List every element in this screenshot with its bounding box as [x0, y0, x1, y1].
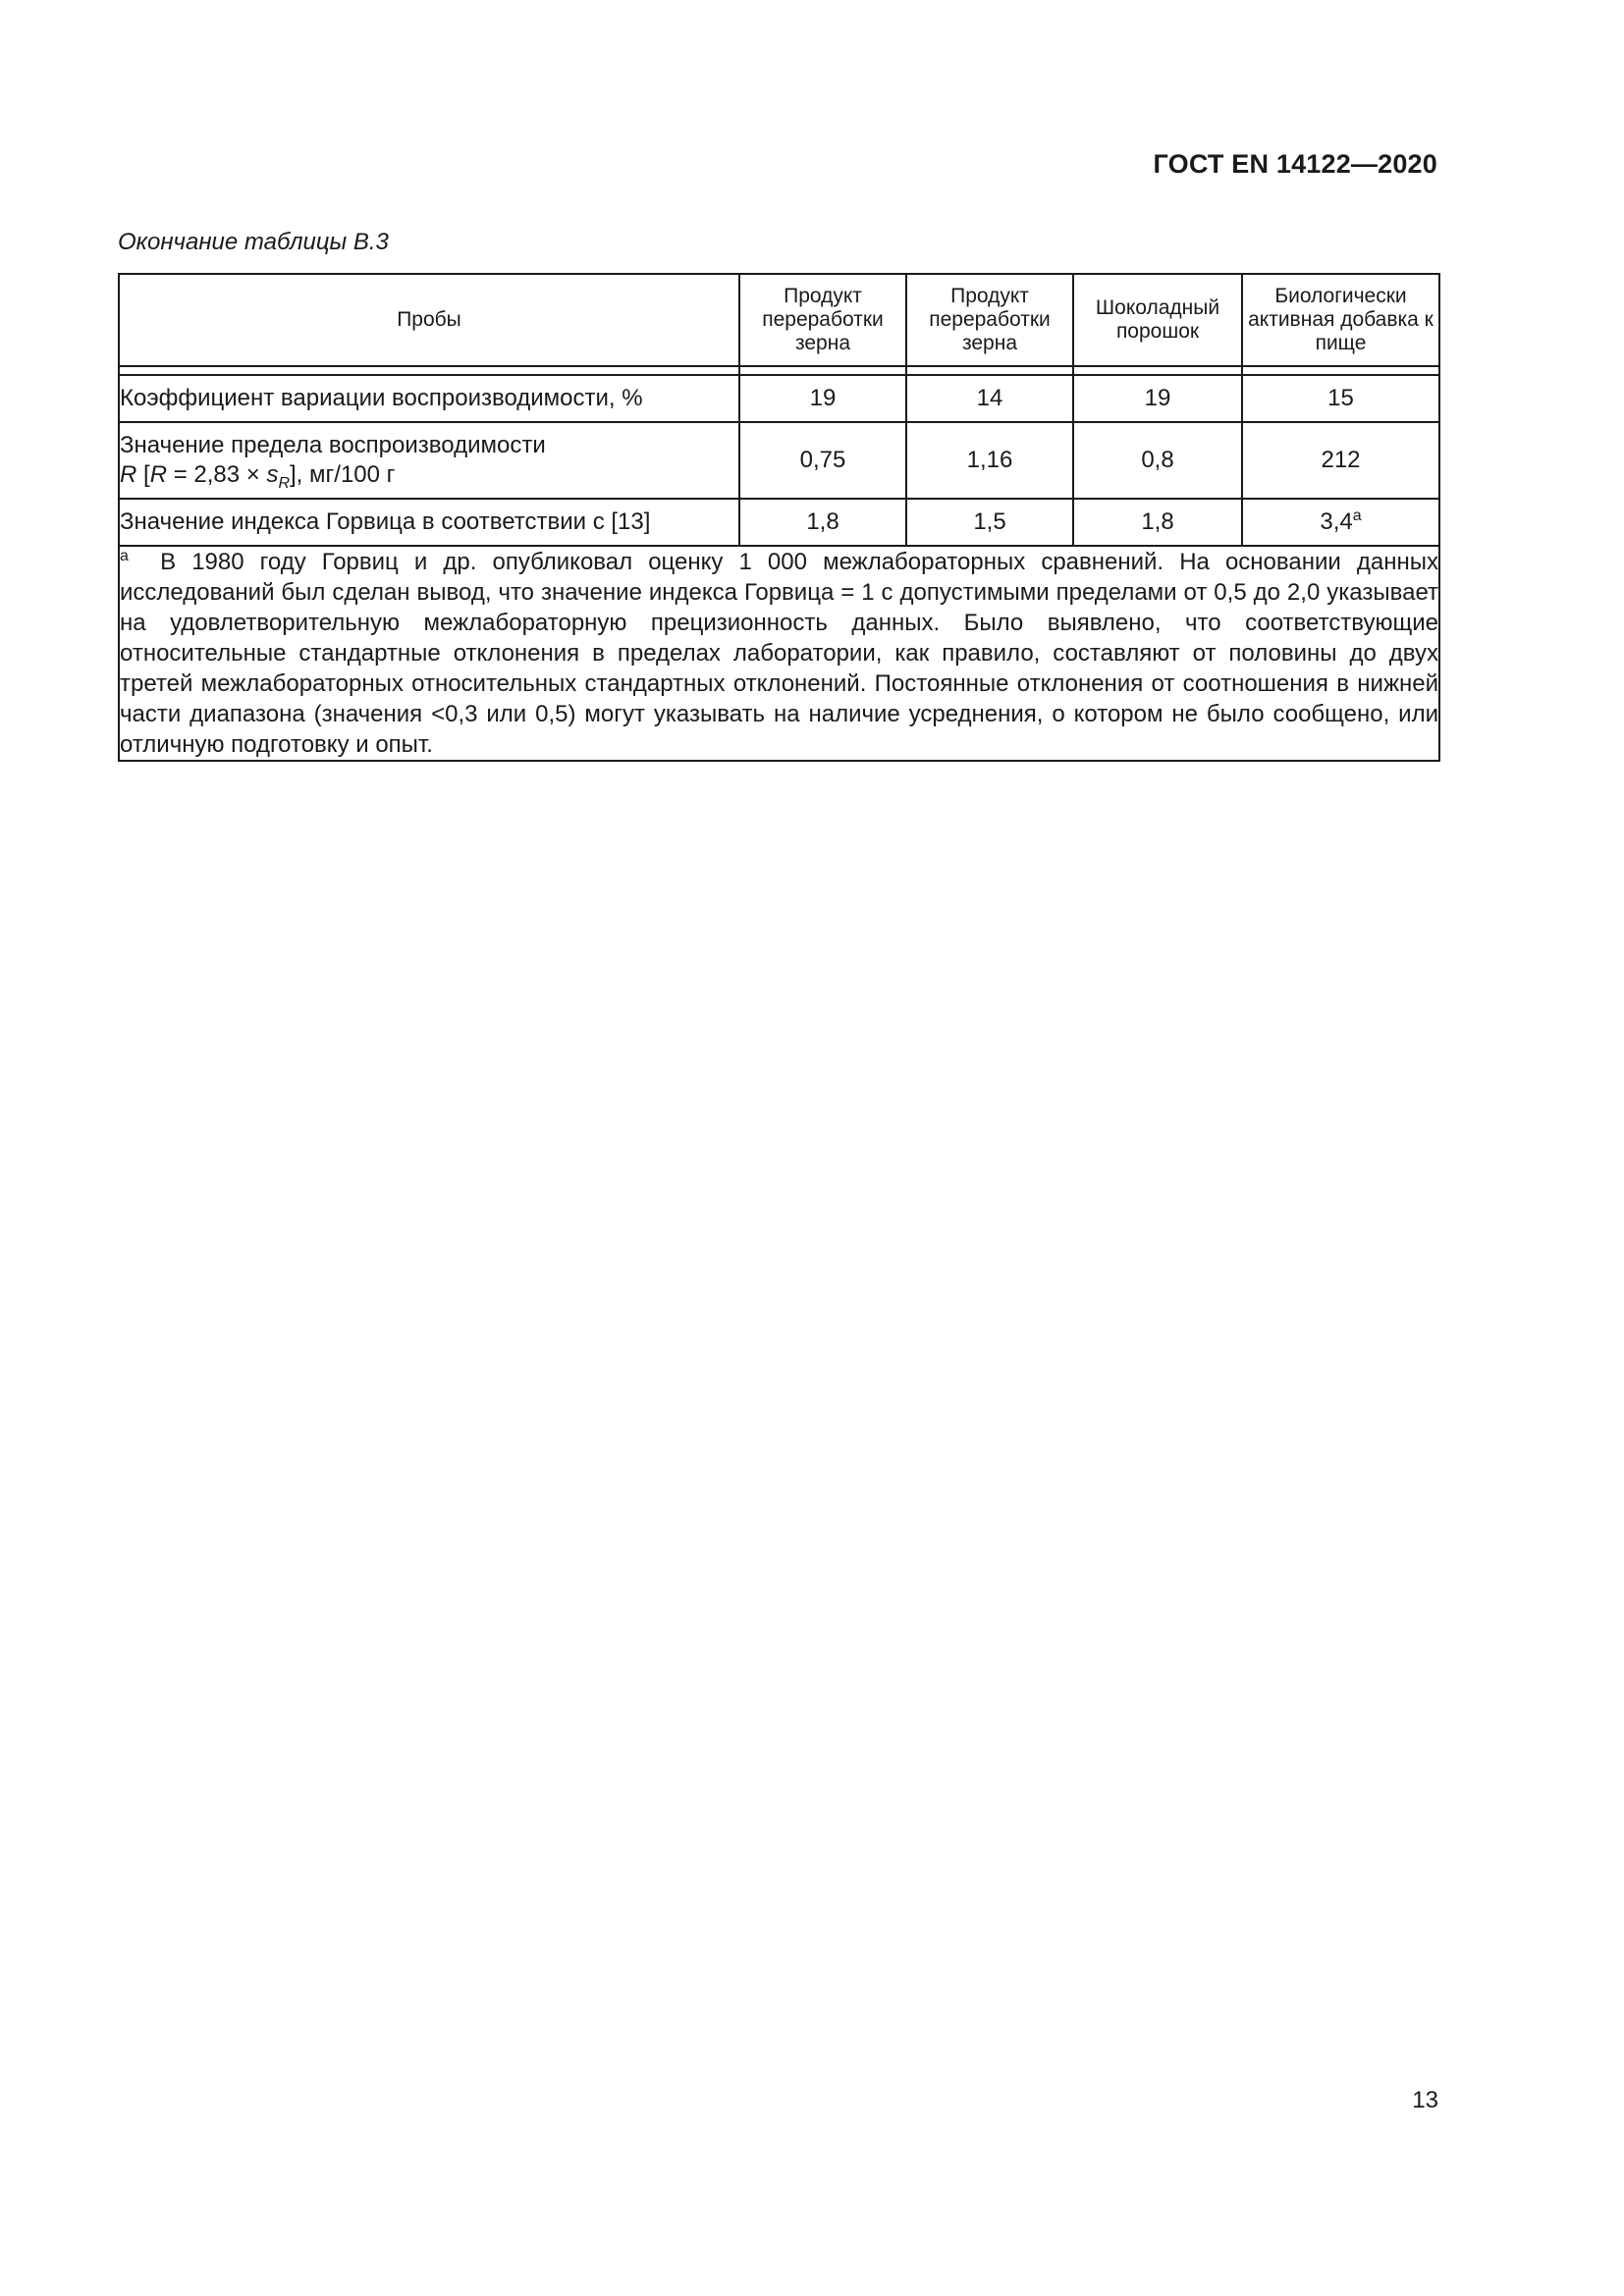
footnote — [119, 546, 1439, 761]
column-header-cocoa-powder: Шоколадный порошок — [1073, 274, 1242, 366]
footnote-marker: a — [120, 548, 129, 564]
table-header-row — [119, 274, 1439, 366]
footnote-text: В 1980 году Горвиц и др. опубликовал оценку 1 000 межлабораторных сравнений. На основании данных исследований был сделан вывод, что значение индекса Горвица = 1 с допустимыми пределами от 0,5 до 2,0 указывает на удовлетворительную межлабораторную прецизионность данных. Было выявлено, что соответствующие относительные стандартные отклонения в пределах лаборатории, как правило, составляют от половины до двух третей межлабораторных относительных стандартных отклонений. Постоянные отклонения от соотношения в нижней части диапазона (значения <0,3 или 0,5) могут указывать на наличие усреднения, о котором не было сообщено, или отличную подготовку и опыт. — [120, 549, 1438, 758]
table-row — [119, 422, 1439, 499]
table-cell: 212 — [1242, 422, 1439, 499]
row-label: Коэффициент вариации воспроизводимости, % — [119, 375, 739, 422]
table-caption: Окончание таблицы В.3 — [118, 229, 389, 255]
table-row — [119, 375, 1439, 422]
table-cell: 15 — [1242, 375, 1439, 422]
table-cell: 14 — [906, 375, 1073, 422]
data-table — [118, 273, 1440, 762]
table-cell: 19 — [739, 375, 906, 422]
document-code: ГОСТ EN 14122—2020 — [1153, 149, 1437, 179]
footnote-row — [119, 546, 1439, 761]
footnote-marker: a — [1352, 507, 1362, 524]
table-cell: 1,16 — [906, 422, 1073, 499]
row-label — [119, 422, 739, 499]
table-cell: 0,8 — [1073, 422, 1242, 499]
header-separator — [119, 366, 1439, 375]
column-header-grain-product-2: Продукт переработки зерна — [906, 274, 1073, 366]
table-cell: 1,8 — [739, 499, 906, 546]
row-label-line2: R $[R = 2,83 \times s_R]$, мг/100 г — [120, 461, 396, 492]
table-cell: 3,4$^a$ — [1242, 499, 1439, 546]
row-label: Значение индекса Горвица в соответствии с [13] — [119, 499, 739, 546]
table-row — [119, 499, 1439, 546]
column-header-dietary-supplement: Биологически активная добавка к пище — [1242, 274, 1439, 366]
column-header-grain-product-1: Продукт переработки зерна — [739, 274, 906, 366]
table-cell: 1,5 — [906, 499, 1073, 546]
column-header-samples: Пробы — [119, 274, 739, 366]
table-cell: 1,8 — [1073, 499, 1242, 546]
page-number: 13 — [1412, 2087, 1438, 2113]
row-label-line1: Значение предела воспроизводимости — [120, 432, 546, 458]
table-cell: 0,75 — [739, 422, 906, 499]
table-cell: 19 — [1073, 375, 1242, 422]
